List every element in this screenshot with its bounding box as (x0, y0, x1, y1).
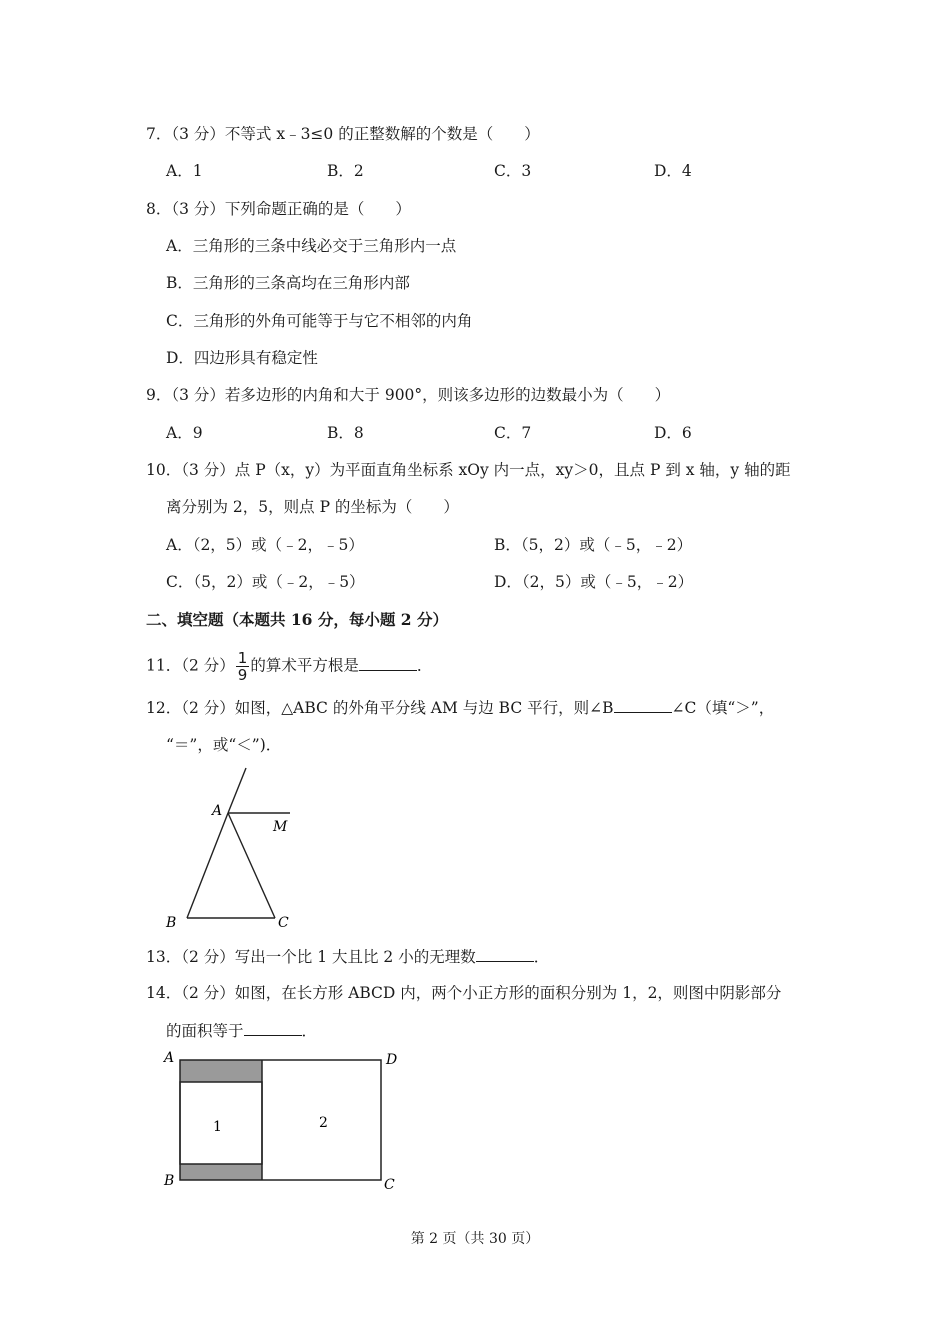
q11-end: ． (416, 656, 433, 675)
q14-label-d: D (386, 1052, 398, 1068)
q9-option-b: B．8 (327, 424, 364, 442)
q13-end: ． (533, 948, 550, 966)
q7-option-b: B．2 (327, 162, 364, 180)
q11-suffix: 的算术平方根是 (250, 656, 359, 675)
q14-label-c: C (384, 1177, 395, 1193)
q12-prefix: 12．（2 分）如图，△ABC 的外角平分线 AM 与边 BC 平行，则∠B (146, 699, 614, 717)
q14-answer-blank (244, 1020, 302, 1036)
q10-stem-line2: 离分别为 2，5，则点 P 的坐标为（ ） (166, 498, 459, 516)
q11 (146, 650, 432, 683)
q13-answer-blank (476, 946, 534, 962)
q12-label-c: C (278, 915, 289, 931)
q10-option-d: D．（2，5）或（﹣5，﹣2） (494, 573, 694, 591)
q11-frac-denominator: 9 (237, 666, 248, 684)
q11-fraction (236, 650, 250, 683)
q7-option-c: C．3 (494, 162, 532, 180)
q14-label-a: A (164, 1050, 175, 1066)
q14-shade-bottom (180, 1164, 262, 1180)
q7-stem: 7．（3 分）不等式 x﹣3≤0 的正整数解的个数是（ ） (146, 125, 540, 143)
q8-option-b: B．三角形的三条高均在三角形内部 (166, 274, 410, 292)
q12-triangle-figure (160, 765, 300, 935)
q14-line2-prefix: 的面积等于 (166, 1022, 244, 1040)
q14-label-2: 2 (319, 1115, 328, 1131)
q10-option-c: C．（5，2）或（﹣2，﹣5） (166, 573, 365, 591)
q12-line1 (146, 697, 774, 718)
q9-stem: 9．（3 分）若多边形的内角和大于 900°，则该多边形的边数最小为（ ） (146, 386, 671, 404)
q12-mid: ∠C（填“＞”， (671, 699, 775, 717)
q11-prefix: 11．（2 分） (146, 656, 235, 675)
q13 (146, 946, 549, 967)
q7-option-d: D．4 (654, 162, 692, 180)
q8-option-d: D．四边形具有稳定性 (166, 349, 318, 367)
q8-option-a: A．三角形的三条中线必交于三角形内一点 (166, 237, 457, 255)
q10-stem-line1: 10．（3 分）点 P（x，y）为平面直角坐标系 xOy 内一点，xy＞0，且点 P 到 x 轴，y 轴的距 (146, 461, 791, 479)
q14-shade-top (180, 1060, 262, 1082)
q11-frac-numerator: 1 (237, 649, 248, 667)
q12-label-b: B (166, 915, 177, 931)
q12-label-m: M (273, 819, 288, 835)
q13-text: 13．（2 分）写出一个比 1 大且比 2 小的无理数 (146, 948, 476, 966)
q7-option-a: A．1 (166, 162, 203, 180)
q14-label-1: 1 (213, 1119, 222, 1135)
section-2-title: 二、填空题（本题共 16 分，每小题 2 分） (146, 610, 448, 629)
q12-side-ac (228, 813, 275, 918)
q12-extension-line (228, 768, 246, 813)
q14-line1: 14．（2 分）如图，在长方形 ABCD 内，两个小正方形的面积分别为 1，2，则图中阴影部分 (146, 984, 782, 1002)
q8-option-c: C．三角形的外角可能等于与它不相邻的内角 (166, 312, 473, 330)
q12-line2: “＝”，或“＜”)． (166, 736, 282, 754)
q14-line2 (166, 1020, 317, 1041)
q10-option-b: B．（5，2）或（﹣5，﹣2） (494, 536, 693, 554)
q14-label-b: B (164, 1173, 175, 1189)
q12-label-a: A (212, 803, 223, 819)
q8-stem: 8．（3 分）下列命题正确的是（ ） (146, 200, 411, 218)
q14-rectangle-figure (160, 1048, 410, 1196)
q9-option-a: A．9 (166, 424, 203, 442)
page-footer: 第 2 页（共 30 页） (410, 1231, 540, 1247)
q10-option-a: A．（2，5）或（﹣2，﹣5） (166, 536, 364, 554)
q9-option-c: C．7 (494, 424, 532, 442)
q11-answer-blank (359, 655, 417, 671)
q12-side-ab (187, 813, 228, 918)
q12-answer-blank (614, 697, 672, 713)
q9-option-d: D．6 (654, 424, 692, 442)
q14-end: ． (301, 1022, 318, 1040)
